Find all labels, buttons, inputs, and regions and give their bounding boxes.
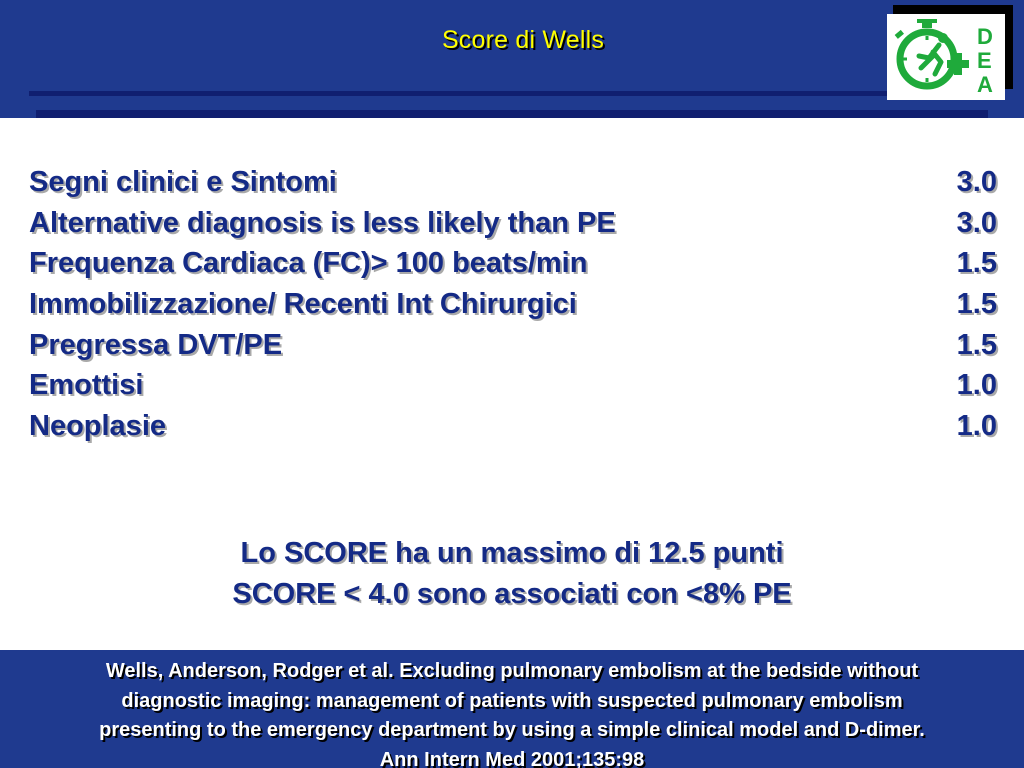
summary-threshold: SCORE < 4.0 sono associati con <8% PE <box>232 578 792 610</box>
citation-band <box>0 650 1024 768</box>
header-divider-upper <box>29 91 891 96</box>
score-row <box>29 205 997 246</box>
criterion-points: 3.0 <box>956 206 997 239</box>
score-row <box>29 245 997 286</box>
summary-max-score: Lo SCORE ha un massimo di 12.5 punti <box>240 537 784 569</box>
criterion-points: 1.5 <box>956 328 997 361</box>
citation-line: Wells, Anderson, Rodger et al. Excluding pulmonary embolism at the bedside without <box>105 660 919 682</box>
logo-letter-e: E <box>977 48 992 73</box>
criterion-label: Alternative diagnosis is less likely than PE <box>29 206 616 239</box>
criterion-points: 1.0 <box>956 369 997 402</box>
criterion-points: 1.0 <box>956 410 997 443</box>
citation-line: presenting to the emergency department by using a simple clinical model and D-dimer. <box>99 719 925 741</box>
score-row <box>29 327 997 368</box>
criterion-label: Pregressa DVT/PE <box>29 328 283 361</box>
criterion-points: 1.5 <box>956 247 997 280</box>
score-row <box>29 286 997 327</box>
citation-line: diagnostic imaging: management of patients with suspected pulmonary embolism <box>121 689 903 712</box>
score-row <box>29 367 997 408</box>
citation-text <box>0 657 1024 768</box>
score-summary <box>0 533 1024 615</box>
header-divider-lower <box>36 110 988 118</box>
stopwatch-with-runner-and-cross-icon <box>889 16 1003 98</box>
logo-letter-a: A <box>977 72 993 97</box>
criterion-label: Segni clinici e Sintomi <box>29 166 337 198</box>
criterion-points: 3.0 <box>956 166 997 198</box>
slide-title: Score di Wells <box>441 26 605 54</box>
criterion-label: Immobilizzazione/ Recenti Int Chirurgici <box>29 288 577 321</box>
score-row <box>29 408 997 449</box>
criterion-label: Emottisi <box>29 369 144 402</box>
score-row <box>29 164 997 205</box>
wells-score-list <box>29 164 997 449</box>
header-band <box>0 0 1024 118</box>
logo-letter-d: D <box>977 24 993 49</box>
criterion-points: 1.5 <box>956 288 997 321</box>
citation-line: Ann Intern Med 2001;135:98 <box>379 748 645 768</box>
criterion-label: Frequenza Cardiaca (FC)> 100 beats/min <box>29 247 588 280</box>
criterion-label: Neoplasie <box>29 410 166 443</box>
